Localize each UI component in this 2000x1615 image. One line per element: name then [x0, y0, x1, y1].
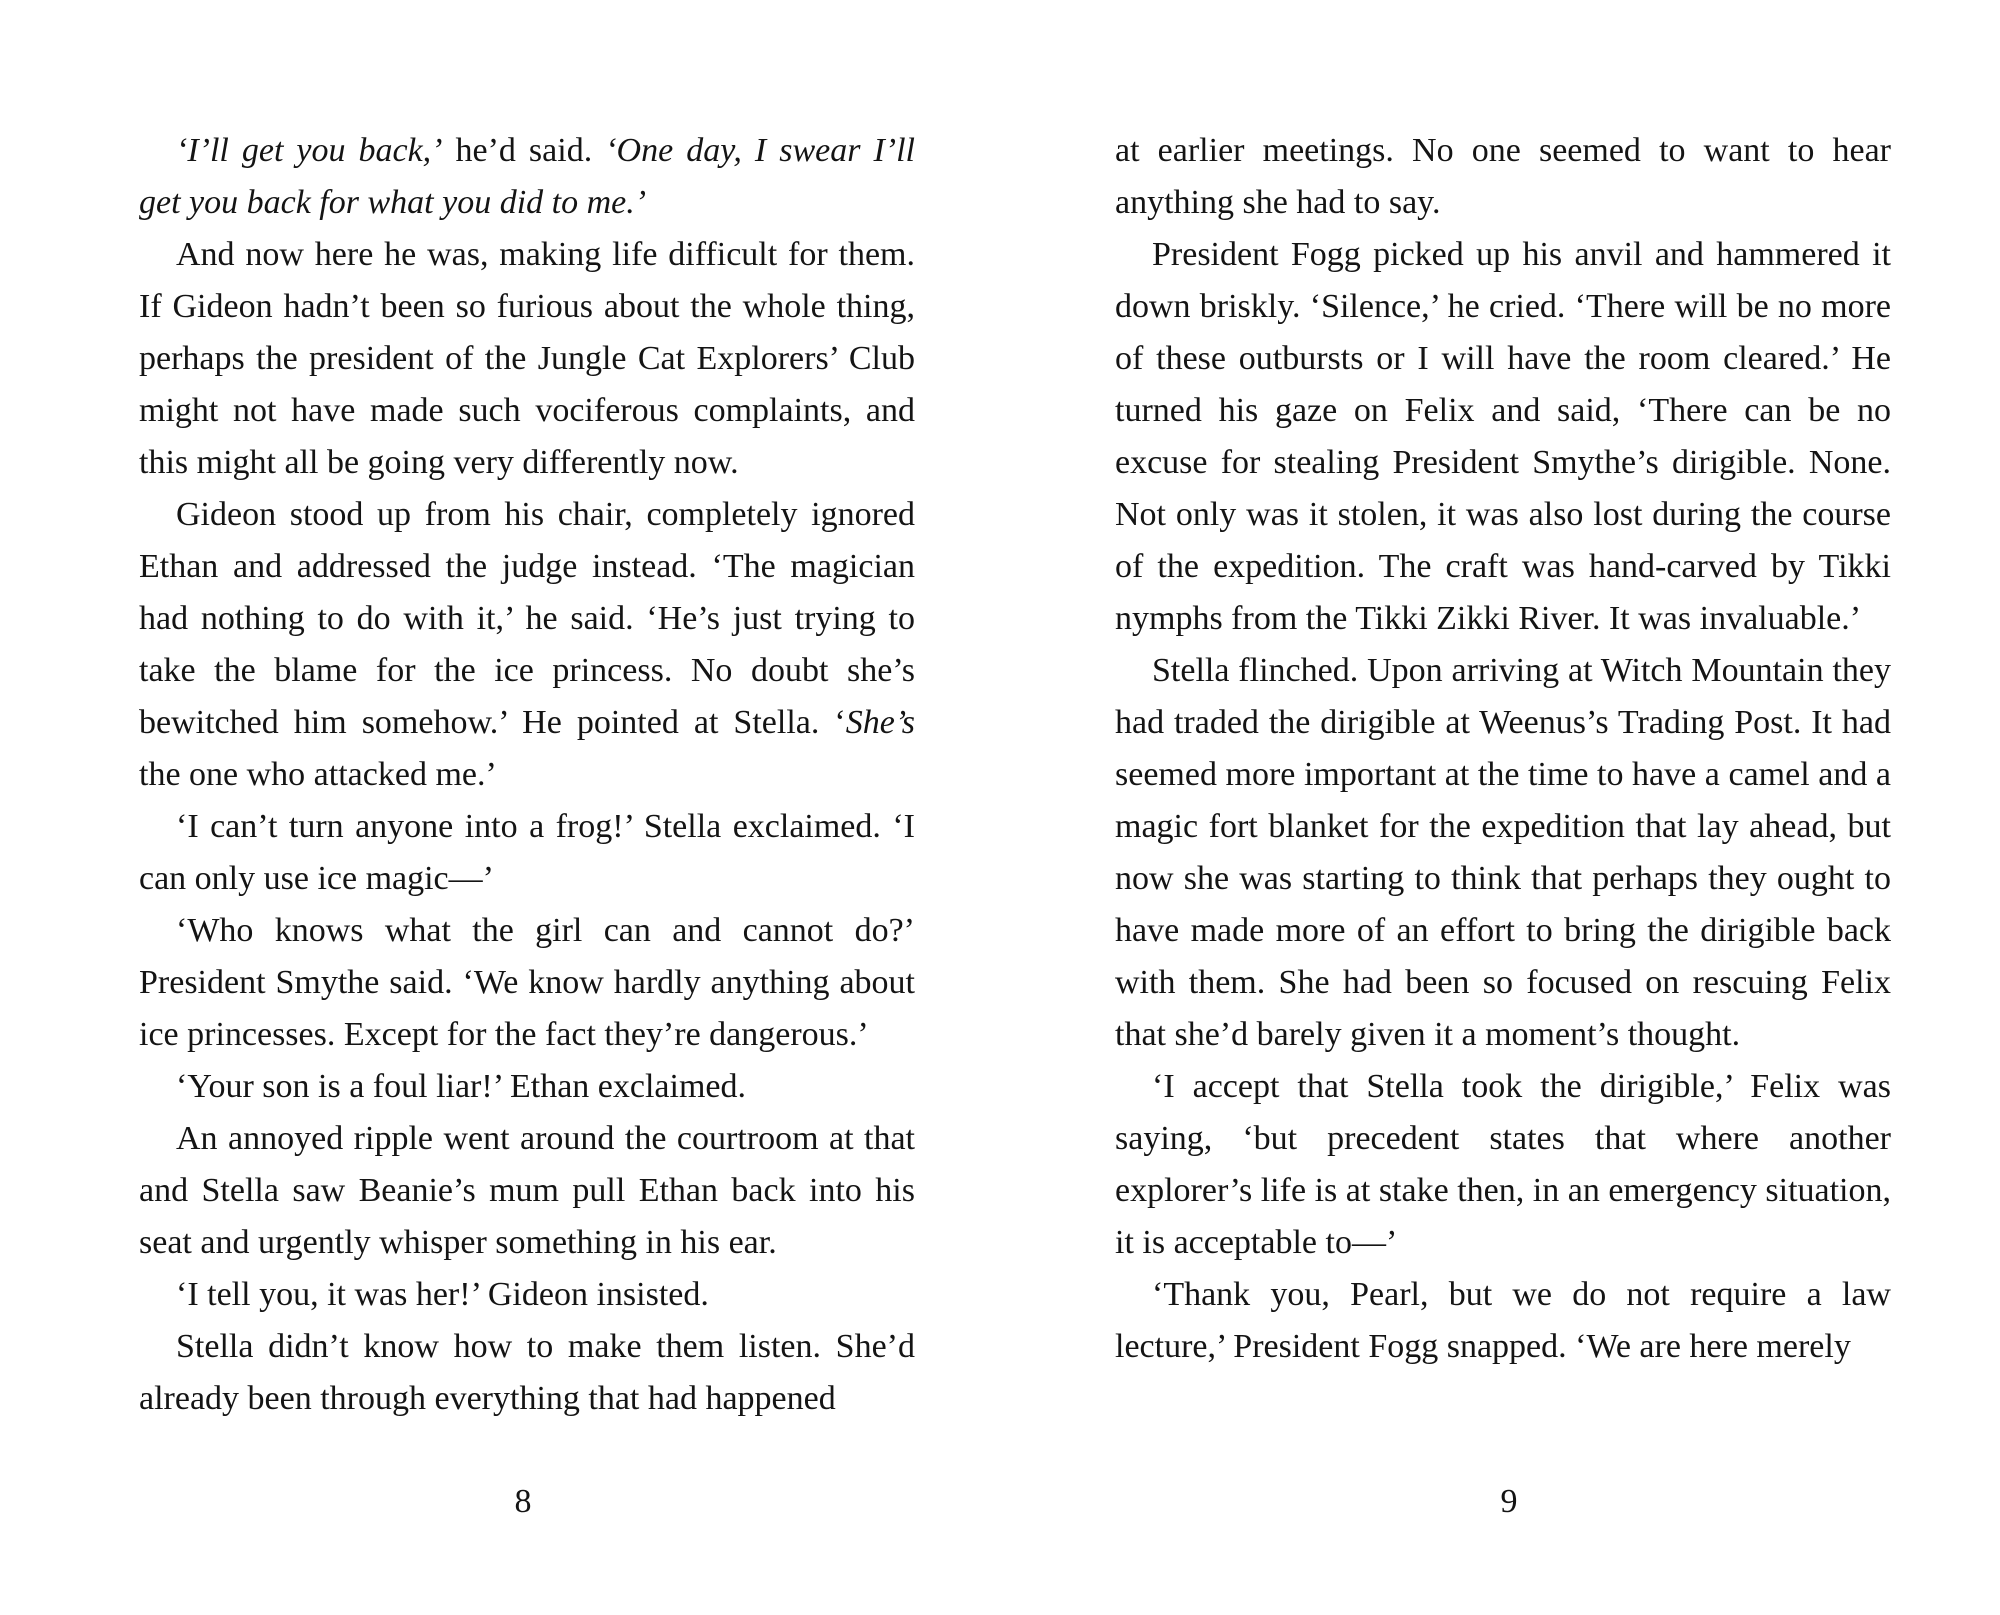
text-segment: ‘I tell you, it was her!’ Gideon insisted. — [176, 1276, 709, 1313]
text-segment: Stella flinched. Upon arriving at Witch Mountain they had traded the dirigible at Weenus’s Trading Post. It had seemed more important at the time to have a camel and a magic fort blanket for the expedition that lay ahead, but now she was starting to think that perhaps they ought to have made more of an effort to bring the dirigible back with them. She had been so focused on rescuing Felix that she’d barely given it a moment’s thought. — [1115, 652, 1891, 1053]
paragraph — [139, 125, 915, 229]
text-segment: And now here he was, making life difficult for them. If Gideon hadn’t been so furious about the whole thing, perhaps the president of the Jungle Cat Explorers’ Club might not have made such vociferous complaints, and this might all be going very differently now. — [139, 236, 915, 481]
right-page — [1115, 125, 1891, 1373]
text-segment: Stella didn’t know how to make them listen. She’d already been through everything that had happened — [139, 1328, 915, 1417]
text-segment: at earlier meetings. No one seemed to want to hear anything she had to say. — [1115, 132, 1891, 221]
paragraph — [1115, 1061, 1891, 1269]
paragraph — [139, 1113, 915, 1269]
paragraph — [139, 1061, 915, 1113]
paragraph — [139, 905, 915, 1061]
text-segment: he’d said. — [442, 132, 606, 169]
paragraph — [139, 489, 915, 801]
italic-text: ‘I’ll get you back,’ — [176, 132, 443, 169]
page-number-left: 8 — [514, 1483, 532, 1520]
text-segment: ‘Thank you, Pearl, but we do not require a law lecture,’ President Fogg snapped. ‘We are here merely — [1115, 1276, 1891, 1365]
left-page — [139, 125, 915, 1425]
text-segment: ‘Your son is a foul liar!’ Ethan exclaimed. — [176, 1068, 746, 1105]
italic-text: ‘One day, I swear I’ll get you back for what you did to me.’ — [139, 132, 916, 221]
text-segment: An annoyed ripple went around the courtroom at that and Stella saw Beanie’s mum pull Ethan back into his seat and urgently whisper something in his ear. — [139, 1120, 915, 1261]
paragraph — [139, 229, 915, 489]
paragraph — [1115, 645, 1891, 1061]
text-segment: ‘Who knows what the girl can and cannot do?’ President Smythe said. ‘We know hardly anything about ice princesses. Except for the fact they’re dangerous.’ — [139, 912, 915, 1053]
paragraph — [1115, 125, 1891, 229]
paragraph — [1115, 229, 1891, 645]
text-segment: ‘I accept that Stella took the dirigible,’ Felix was saying, ‘but precedent states that where another explorer’s life is at stake then, in an emergency situation, it is acceptable to—’ — [1115, 1068, 1891, 1261]
page-number-right: 9 — [1500, 1483, 1518, 1520]
paragraph — [139, 1269, 915, 1321]
paragraph — [139, 801, 915, 905]
text-segment: Gideon stood up from his chair, completely ignored Ethan and addressed the judge instead. ‘The magician had nothing to do with it,’ he said. ‘He’s just trying to take the blame for the ice princess. No doubt she’s bewitched him somehow.’ He pointed at Stella. ‘ — [139, 496, 915, 741]
italic-text: She’s — [845, 704, 915, 741]
text-segment: the one who attacked me.’ — [139, 756, 497, 793]
text-segment: ‘I can’t turn anyone into a frog!’ Stella exclaimed. ‘I can only use ice magic—’ — [139, 808, 915, 897]
paragraph — [1115, 1269, 1891, 1373]
paragraph — [139, 1321, 915, 1425]
text-segment: President Fogg picked up his anvil and hammered it down briskly. ‘Silence,’ he cried. ‘There will be no more of these outbursts or I will have the room cleared.’ He turned his gaze on Felix and said, ‘There can be no excuse for stealing President Smythe’s dirigible. None. Not only was it stolen, it was also lost during the course of the expedition. The craft was hand-carved by Tikki nymphs from the Tikki Zikki River. It was invaluable.’ — [1115, 236, 1891, 637]
